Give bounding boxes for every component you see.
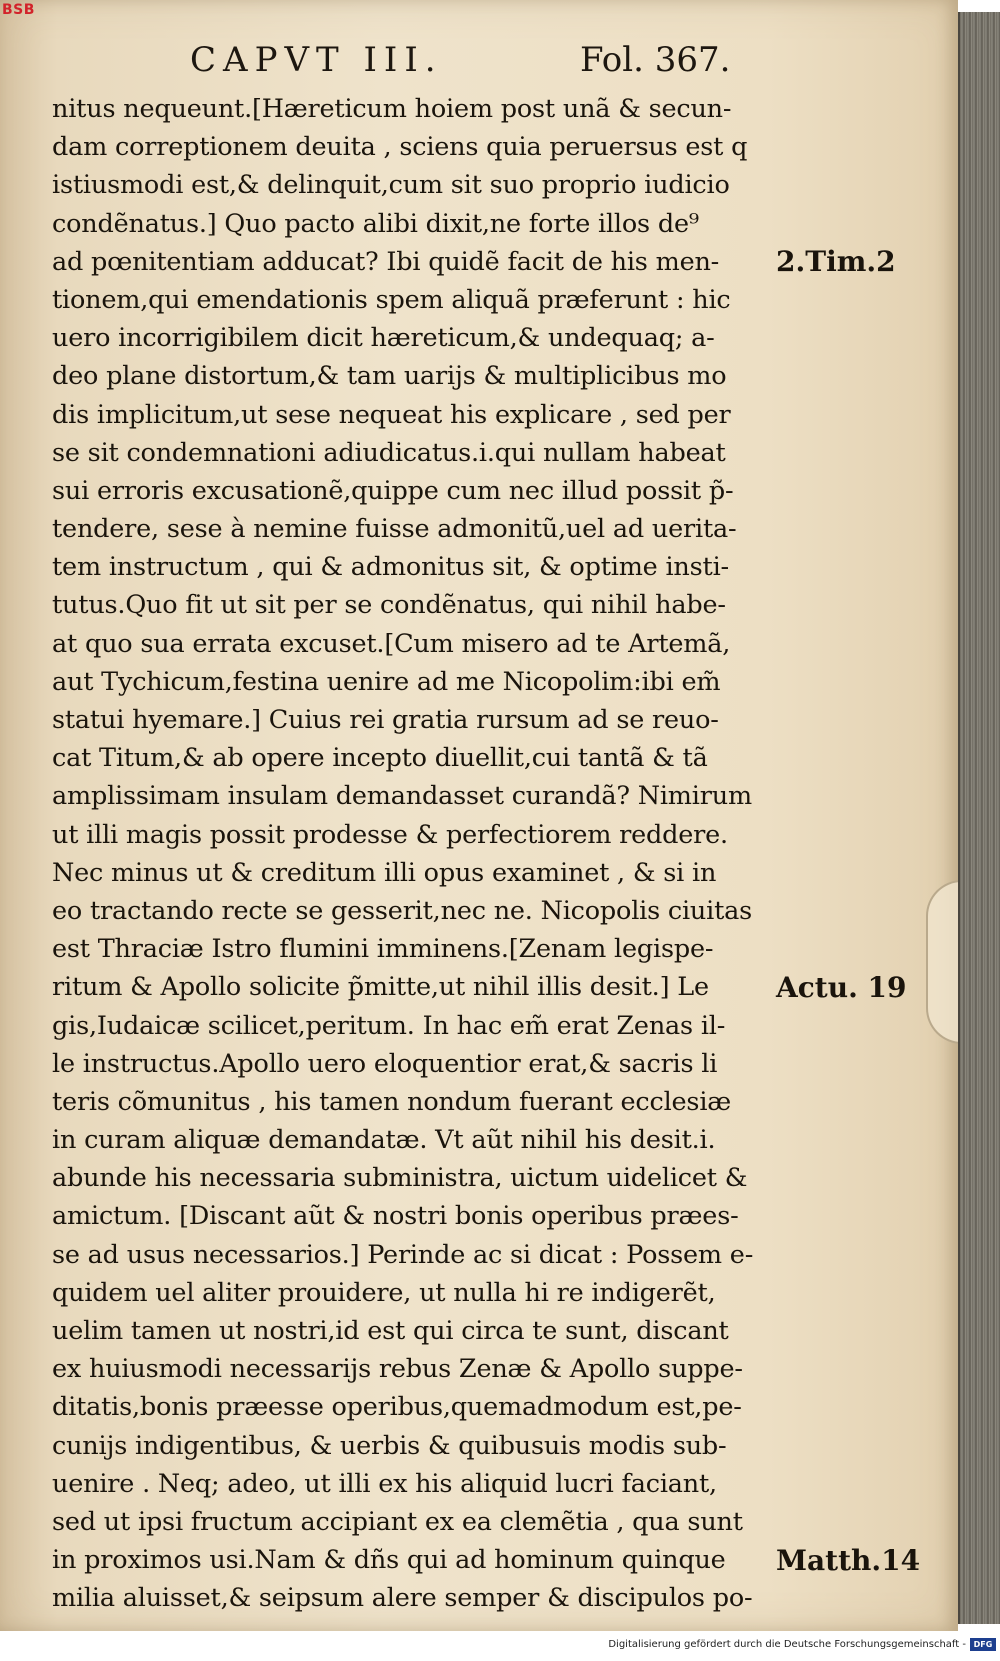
text-line: tionem,qui emendationis spem aliquã præferunt : hic bbox=[52, 284, 731, 315]
text-line: statui hyemare.] Cuius rei gratia rursum ad se reuo- bbox=[52, 705, 719, 735]
text-line: le instructus.Apollo uero eloquentior erat,& sacris li bbox=[52, 1048, 718, 1079]
text-line: tutus.Quo fit ut sit per se condẽnatus, qui nihil habe- bbox=[52, 590, 726, 621]
library-tag: BSB bbox=[2, 2, 35, 18]
text-line: uero incorrigibilem dicit hæreticum,& undequaq; a- bbox=[52, 323, 715, 354]
page-header bbox=[0, 40, 958, 90]
dfg-logo-icon: DFG bbox=[970, 1638, 996, 1651]
text-line: dis implicitum,ut sese nequeat his explicare , sed per bbox=[52, 399, 731, 430]
text-line: teris cõmunitus , his tamen nondum fuerant ecclesiæ bbox=[52, 1086, 732, 1117]
text-line: quidem uel aliter prouidere, ut nulla hi re indigerẽt, bbox=[52, 1277, 716, 1308]
text-line: istiusmodi est,& delinquit,cum sit suo proprio iudicio bbox=[52, 170, 730, 201]
text-line: uelim tamen ut nostri,id est qui circa te sunt, discant bbox=[52, 1316, 729, 1346]
text-line: ex huiusmodi necessarijs rebus Zenæ & Apollo suppe- bbox=[52, 1354, 743, 1385]
text-line: sed ut ipsi fructum accipiant ex ea clemẽtia , qua sunt bbox=[52, 1506, 743, 1537]
text-line: milia aluisset,& seipsum alere semper & discipulos po- bbox=[52, 1583, 753, 1614]
text-line: ditatis,bonis præesse operibus,quemadmodum est,pe- bbox=[52, 1392, 742, 1423]
margin-note: Actu. 19 bbox=[776, 970, 907, 1004]
text-line: ad pœnitentiam adducat? Ibi quidẽ facit de his men- bbox=[52, 246, 720, 277]
text-line: cunijs indigentibus, & uerbis & quibusuis modis sub- bbox=[52, 1430, 727, 1461]
text-line: amplissimam insulam demandasset curandã? Nimirum bbox=[52, 781, 752, 812]
margin-note: Matth.14 bbox=[776, 1543, 921, 1577]
text-line: uenire . Neq; adeo, ut illi ex his aliquid lucri faciant, bbox=[52, 1468, 717, 1499]
text-line: deo plane distortum,& tam uarijs & multiplicibus mo bbox=[52, 361, 727, 392]
page-edge-stack bbox=[958, 12, 1000, 1624]
text-line: sui erroris excusationẽ,quippe cum nec illud possit p̃- bbox=[52, 475, 734, 506]
text-line: tendere, sese à nemine fuisse admonitũ,uel ad uerita- bbox=[52, 514, 737, 545]
text-line: amictum. [Discant aũt & nostri bonis operibus præes- bbox=[52, 1201, 739, 1232]
text-line: cat Titum,& ab opere incepto diuellit,cui tantã & tã bbox=[52, 743, 708, 774]
text-line: nitus nequeunt.[Hæreticum hoiem post unã & secun- bbox=[52, 94, 732, 124]
text-line: aut Tychicum,festina uenire ad me Nicopolim:ibi em̃ bbox=[52, 666, 721, 697]
digitization-credit: Digitalisierung gefördert durch die Deutsche Forschungsgemeinschaft - bbox=[608, 1639, 966, 1650]
text-line: gis,Iudaicæ scilicet,peritum. In hac em̃ erat Zenas il- bbox=[52, 1010, 726, 1041]
text-line: in curam aliquæ demandatæ. Vt aũt nihil his desit.i. bbox=[52, 1125, 716, 1156]
text-line: se ad usus necessarios.] Perinde ac si dicat : Possem e- bbox=[52, 1239, 754, 1270]
margin-note: 2.Tim.2 bbox=[776, 244, 896, 278]
text-line: in proximos usi.Nam & dñs qui ad hominum quinque bbox=[52, 1545, 726, 1576]
text-line: est Thraciæ Istro flumini imminens.[Zenam legispe- bbox=[52, 934, 714, 965]
text-line: abunde his necessaria subministra, uictum uidelicet & bbox=[52, 1163, 748, 1194]
text-line: ritum & Apollo solicite p̃mitte,ut nihil illis desit.] Le bbox=[52, 972, 709, 1003]
text-line: condẽnatus.] Quo pacto alibi dixit,ne forte illos de⁹ bbox=[52, 208, 699, 239]
text-line: tem instructum , qui & admonitus sit, & optime insti- bbox=[52, 552, 729, 583]
text-line: se sit condemnationi adiudicatus.i.qui nullam habeat bbox=[52, 437, 726, 468]
folio-number: Fol. 367. bbox=[580, 40, 731, 80]
text-line: dam correptionem deuita , sciens quia peruersus est q bbox=[52, 132, 748, 163]
text-line: ut illi magis possit prodesse & perfectiorem reddere. bbox=[52, 819, 728, 850]
text-line: Nec minus ut & creditum illi opus examinet , & si in bbox=[52, 857, 717, 888]
running-head: CAPVT III. bbox=[190, 40, 443, 80]
text-line: at quo sua errata excuset.[Cum misero ad te Artemã, bbox=[52, 628, 731, 659]
text-line: eo tractando recte se gesserit,nec ne. Nicopolis ciuitas bbox=[52, 895, 753, 926]
footer bbox=[0, 1631, 1000, 1661]
body-text bbox=[52, 90, 762, 1618]
